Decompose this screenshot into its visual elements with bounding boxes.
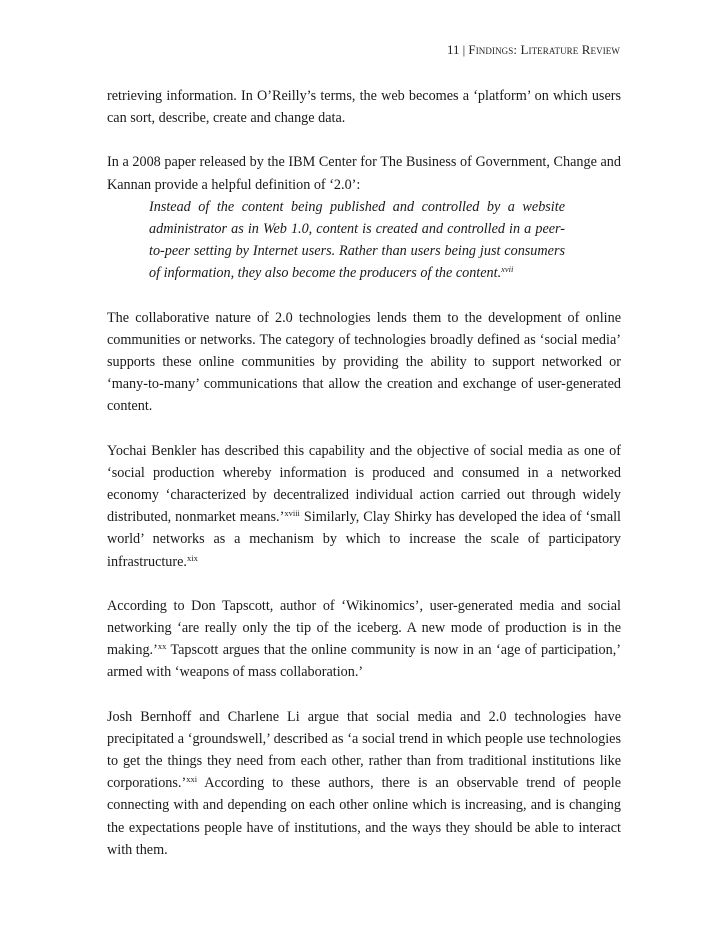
- page-number: 11: [446, 42, 460, 57]
- paragraph-4: [107, 440, 621, 573]
- paragraph-5-part-1: According to Don Tapscott, author of ‘Wikinomics’, user-generated media and social networking ‘are really only the tip of the iceberg. A new mode of production is in the making.’: [107, 597, 621, 659]
- endnote-ref-xix: xix: [186, 552, 198, 563]
- endnote-ref-xviii: xviii: [284, 508, 300, 519]
- quote-text: Instead of the content being published and controlled by a website administrator as in Web 1.0, content is created and controlled in a peer-to-peer setting by Internet users. Rather than users being just consumers of information, they also become the producers of the content.: [149, 198, 565, 282]
- paragraph-3: The collaborative nature of 2.0 technologies lends them to the development of online communities or networks. The category of technologies broadly defined as ‘social media’ supports these online communities by providing the ability to support networked or ‘many-to-many’ communications that allow the creation and exchange of user-generated content.: [107, 309, 621, 415]
- endnote-ref-xxi: xxi: [186, 774, 198, 785]
- header-separator: |: [462, 42, 466, 57]
- paragraph-5-part-2: Tapscott argues that the online community is now in an ‘age of participation,’ armed with ‘weapons of mass collaboration.’: [107, 642, 621, 681]
- paragraph-1: retrieving information. In O’Reilly’s terms, the web becomes a ‘platform’ on which users can sort, describe, create and change data.: [107, 88, 621, 127]
- endnote-ref-xvii: xvii: [501, 264, 514, 275]
- paragraph-6-part-2: According to these authors, there is an observable trend of people connecting with and depending on each other online which is increasing, and is changing the expectations people have of institutions, and the ways they should be able to interact with them.: [107, 775, 621, 858]
- paragraph-4-part-1: Yochai Benkler has described this capability and the objective of social media as one of ‘social production whereby information is produced and consumed in a networked economy ‘characterized by decentralized individual action carried out through widely distributed, nonmarket means.’: [107, 442, 621, 526]
- paragraph-4-part-2: Similarly, Clay Shirky has developed the idea of ‘small world’ networks as a mechanism by which to increase the scale of participatory infrastructure.: [107, 509, 621, 570]
- endnote-ref-xx: xx: [157, 641, 167, 652]
- paragraph-6-part-1: Josh Bernhoff and Charlene Li argue that social media and 2.0 technologies have precipitated a ‘groundswell,’ described as ‘a social trend in which people use technologies to get the things they need from each other, rather than from traditional institutions like corporations.’: [107, 708, 621, 792]
- section-title: Findings: Literature Review: [468, 42, 620, 57]
- running-header: [447, 42, 620, 58]
- body-text: [107, 85, 621, 883]
- paragraph-6: [107, 706, 621, 861]
- paragraph-5: [107, 595, 621, 684]
- paragraph-2-lead: In a 2008 paper released by the IBM Center for The Business of Government, Change and Kannan provide a helpful definition of ‘2.0’:: [107, 154, 621, 193]
- block-quote: [149, 196, 565, 285]
